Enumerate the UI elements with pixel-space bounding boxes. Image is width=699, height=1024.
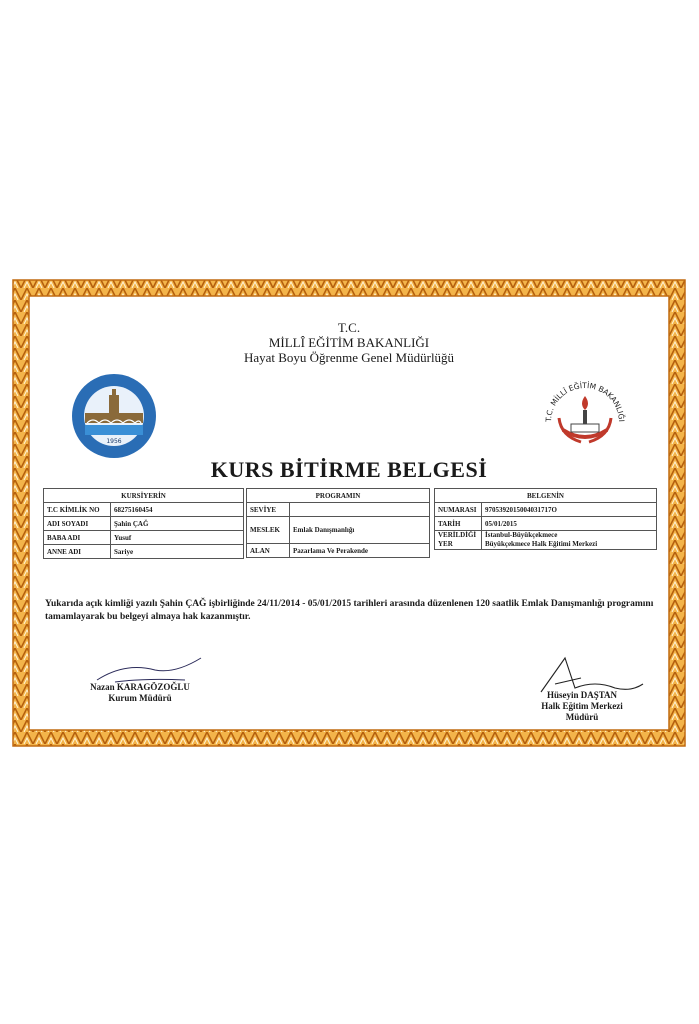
header-line-1: T.C. [337, 320, 361, 335]
municipality-logo [71, 373, 157, 459]
field-value: 9705392015004031717O [482, 503, 657, 517]
field-value: Şahin ÇAĞ [111, 517, 244, 531]
header-line-3: Hayat Boyu Öğrenme Genel Müdürlüğü [243, 350, 455, 365]
program-table [246, 488, 430, 558]
table-row [247, 544, 430, 558]
program-heading: PROGRAMIN [247, 489, 430, 503]
table-row [44, 517, 244, 531]
field-value: Pazarlama Ve Perakende [290, 544, 430, 558]
left-signatory [65, 682, 215, 704]
table-row [435, 517, 657, 531]
field-value: Yusuf [111, 531, 244, 545]
trainee-table [43, 488, 244, 559]
certificate-info-heading: BELGENİN [435, 489, 657, 503]
logo-year: 1956 [106, 438, 122, 445]
certificate-body [35, 300, 663, 726]
table-row [247, 517, 430, 544]
field-value: Sariye [111, 545, 244, 559]
certificate-info-table [434, 488, 657, 550]
field-label: TARİH [435, 517, 482, 531]
ministry-logo-text: T.C. MİLLÎ EĞİTİM BAKANLIĞI [543, 380, 627, 423]
field-label: MESLEK [247, 517, 290, 544]
right-signatory [507, 690, 657, 723]
field-label: VERİLDİĞİ YER [435, 531, 482, 550]
field-label: ANNE ADI [44, 545, 111, 559]
right-signatory-title: Halk Eğitim Merkezi [541, 701, 623, 711]
right-signatory-name: Hüseyin DAŞTAN [546, 690, 618, 700]
table-row [435, 503, 657, 517]
field-value: Emlak Danışmanlığı [290, 517, 430, 544]
issue-place-line-1: İstanbul-Büyükçekmece [485, 531, 558, 539]
certificate-statement: Yukarıda açık kimliği yazılı Şahin ÇAĞ işbirliğinde 24/11/2014 - 05/01/2015 tarihleri arasında düzenlenen 120 saatlik Emlak Danışmanlığı programını tamamlayarak bu belgeyi almaya hak kazanmıştır. [45, 599, 654, 622]
field-value: 05/01/2015 [482, 517, 657, 531]
field-value [290, 503, 430, 517]
left-signatory-title: Kurum Müdürü [108, 693, 172, 703]
issuer-header [35, 320, 663, 365]
field-value: 68275160454 [111, 503, 244, 517]
field-label: SEVİYE [247, 503, 290, 517]
right-signatory-title-2: Müdürü [565, 712, 599, 722]
table-row [44, 531, 244, 545]
certificate-title: KURS BİTİRME BELGESİ [210, 457, 488, 482]
field-value [482, 531, 657, 550]
table-row [44, 503, 244, 517]
field-label: T.C KİMLİK NO [44, 503, 111, 517]
header-line-2: MİLLÎ EĞİTİM BAKANLIĞI [268, 335, 430, 350]
field-label: ALAN [247, 544, 290, 558]
table-row [435, 531, 657, 550]
field-label: ADI SOYADI [44, 517, 111, 531]
table-row [247, 503, 430, 517]
left-signature-scribble [95, 652, 205, 686]
trainee-heading: KURSİYERİN [44, 489, 244, 503]
field-label: BABA ADI [44, 531, 111, 545]
issue-place-line-2: Büyükçekmece Halk Eğitimi Merkezi [485, 540, 598, 548]
field-label: NUMARASI [435, 503, 482, 517]
ministry-logo [537, 370, 633, 466]
left-signatory-name: Nazan KARAGÖZOĞLU [90, 682, 190, 692]
table-row [44, 545, 244, 559]
certificate [9, 276, 689, 750]
